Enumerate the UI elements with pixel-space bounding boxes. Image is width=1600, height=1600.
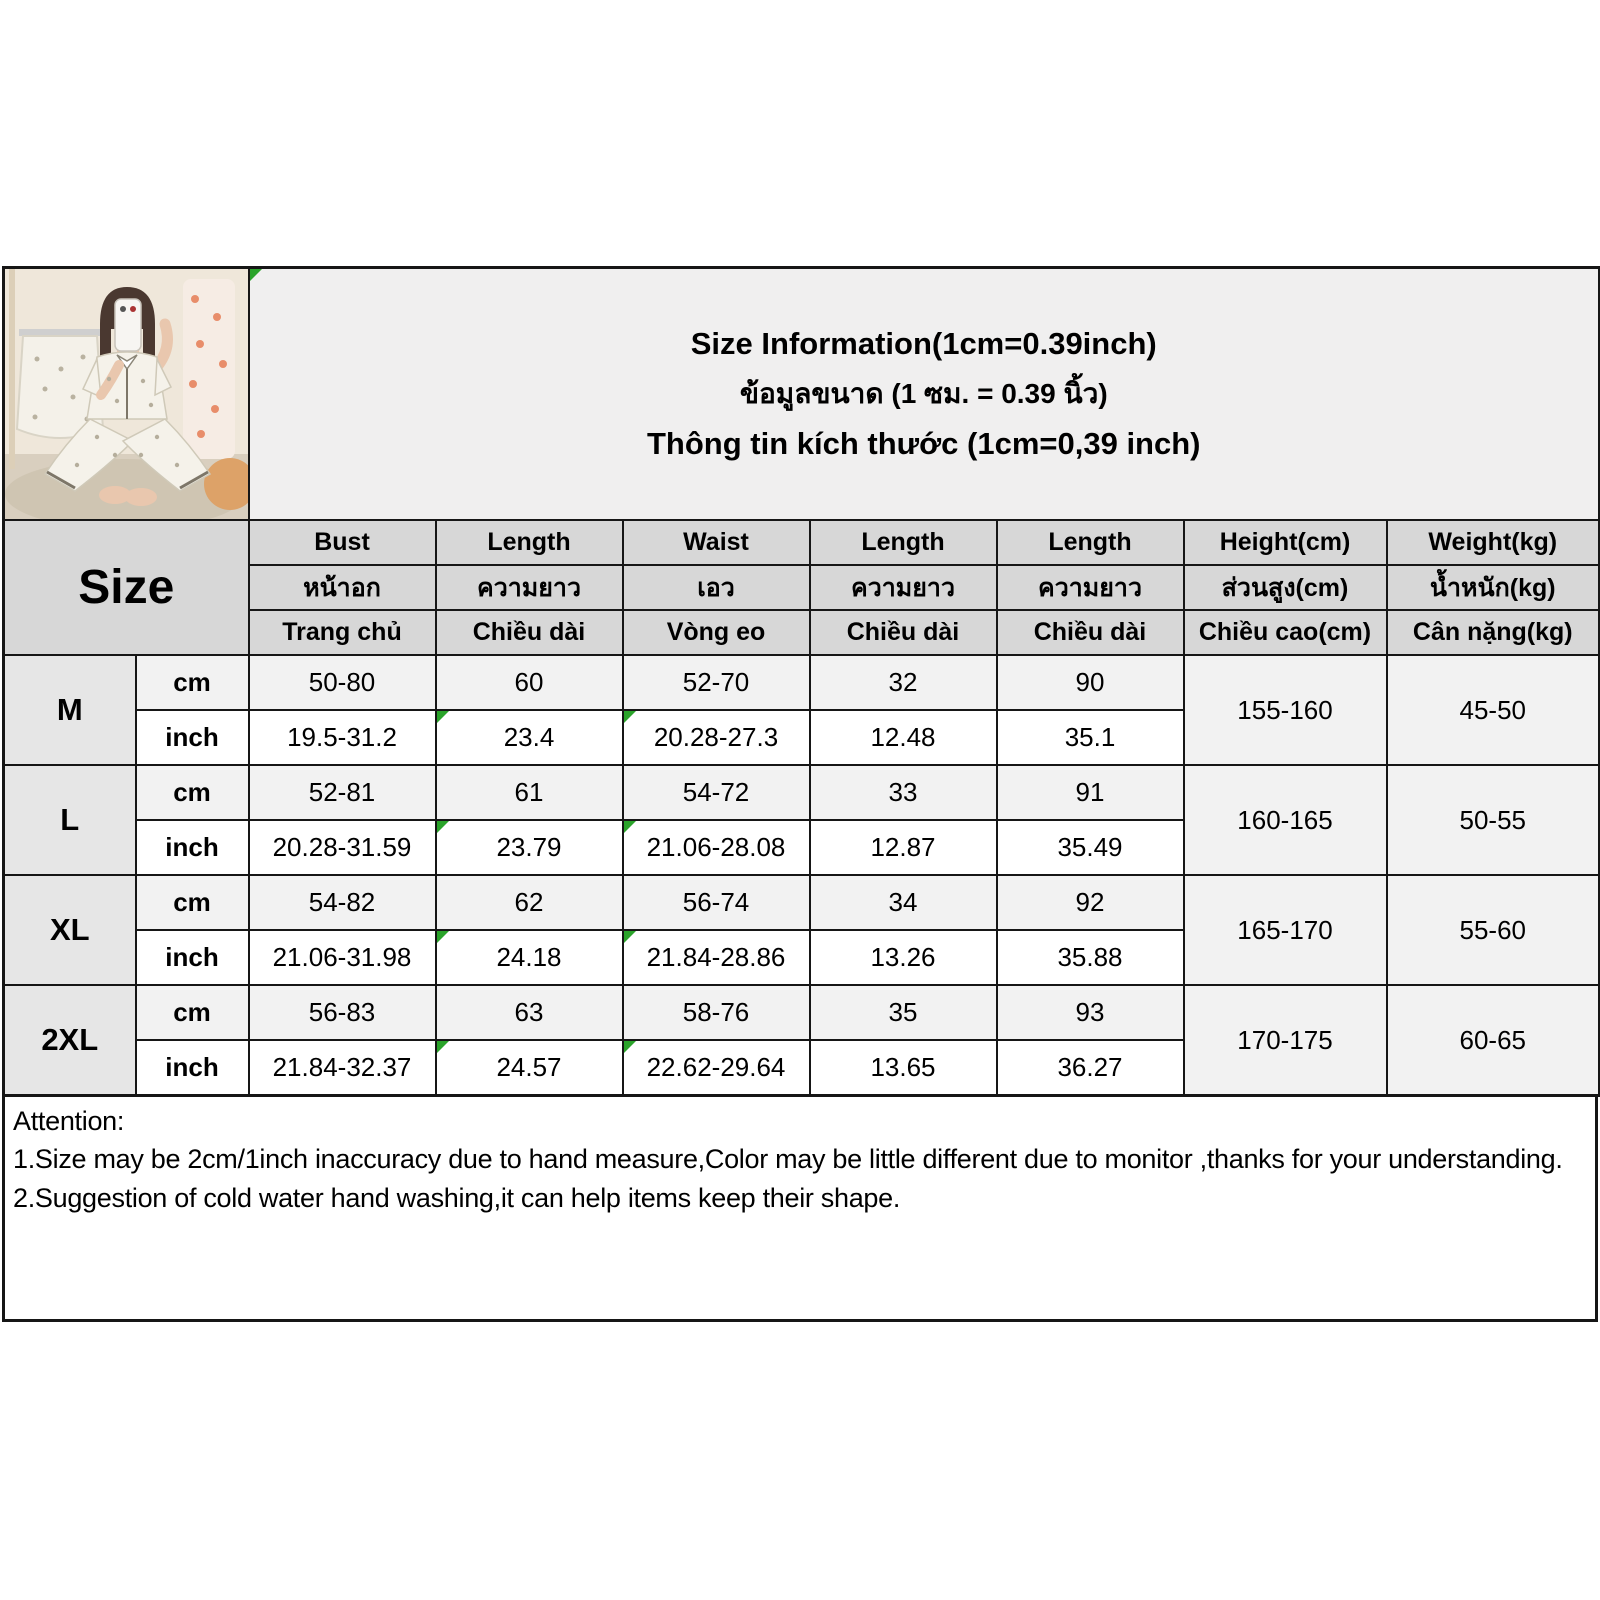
- attention-heading: Attention:: [13, 1106, 125, 1136]
- 2xl-length3-inch: 36.27: [997, 1040, 1184, 1096]
- col-header-length1-vi: Chiều dài: [436, 610, 623, 655]
- col-header-bust-vi: Trang chủ: [249, 610, 436, 655]
- xl-length2-inch: 13.26: [810, 930, 997, 985]
- l-length2-inch: 12.87: [810, 820, 997, 875]
- col-header-height-vi: Chiều cao(cm): [1184, 610, 1387, 655]
- col-header-length1-en: Length: [436, 520, 623, 565]
- m-length2-inch: 12.48: [810, 710, 997, 765]
- l-length3-inch: 35.49: [997, 820, 1184, 875]
- col-header-length3-th: ความยาว: [997, 565, 1184, 610]
- col-header-height-th: ส่วนสูง(cm): [1184, 565, 1387, 610]
- col-header-length3-vi: Chiều dài: [997, 610, 1184, 655]
- xl-length3-inch: 35.88: [997, 930, 1184, 985]
- xl-weight: 55-60: [1387, 875, 1600, 985]
- xl-bust-cm: 54-82: [249, 875, 436, 930]
- m-weight: 45-50: [1387, 655, 1600, 765]
- 2xl-weight: 60-65: [1387, 985, 1600, 1096]
- unit-inch-label: inch: [136, 710, 249, 765]
- l-bust-cm: 52-81: [249, 765, 436, 820]
- 2xl-length3-cm: 93: [997, 985, 1184, 1040]
- xl-length3-cm: 92: [997, 875, 1184, 930]
- m-height: 155-160: [1184, 655, 1387, 765]
- xl-length2-cm: 34: [810, 875, 997, 930]
- xl-bust-inch: 21.06-31.98: [249, 930, 436, 985]
- product-photo: [4, 268, 249, 521]
- pajama-model-illustration: [5, 269, 248, 519]
- unit-inch-label: inch: [136, 820, 249, 875]
- col-header-waist-en: Waist: [623, 520, 810, 565]
- 2xl-bust-inch: 21.84-32.37: [249, 1040, 436, 1096]
- size-m-label: M: [4, 655, 136, 765]
- 2xl-length2-cm: 35: [810, 985, 997, 1040]
- m-waist-cm: 52-70: [623, 655, 810, 710]
- size-chart-sheet: [2, 266, 1598, 1322]
- size-information-title: [249, 268, 1600, 521]
- l-length2-cm: 33: [810, 765, 997, 820]
- col-header-length2-th: ความยาว: [810, 565, 997, 610]
- l-bust-inch: 20.28-31.59: [249, 820, 436, 875]
- col-header-weight-vi: Cân nặng(kg): [1387, 610, 1600, 655]
- l-length3-cm: 91: [997, 765, 1184, 820]
- l-waist-cm: 54-72: [623, 765, 810, 820]
- col-header-length2-en: Length: [810, 520, 997, 565]
- xl-height: 165-170: [1184, 875, 1387, 985]
- attention-line-1: 1.Size may be 2cm/1inch inaccuracy due to hand measure,Color may be little different due to monitor ,thanks for your understanding.: [13, 1144, 1563, 1175]
- l-weight: 50-55: [1387, 765, 1600, 875]
- l-length1-cm: 61: [436, 765, 623, 820]
- table-row: [4, 765, 1600, 820]
- unit-cm-label: cm: [136, 765, 249, 820]
- size-column-header: Size: [4, 520, 249, 655]
- col-header-bust-en: Bust: [249, 520, 436, 565]
- 2xl-length1-cm: 63: [436, 985, 623, 1040]
- xl-length1-cm: 62: [436, 875, 623, 930]
- m-bust-cm: 50-80: [249, 655, 436, 710]
- size-l-label: L: [4, 765, 136, 875]
- m-length3-inch: 35.1: [997, 710, 1184, 765]
- col-header-length3-en: Length: [997, 520, 1184, 565]
- title-english: Size Information(1cm=0.39inch): [690, 326, 1157, 361]
- xl-waist-inch: 21.84-28.86: [623, 930, 810, 985]
- 2xl-waist-cm: 58-76: [623, 985, 810, 1040]
- col-header-bust-th: หน้าอก: [249, 565, 436, 610]
- m-length1-inch: 23.4: [436, 710, 623, 765]
- xl-waist-cm: 56-74: [623, 875, 810, 930]
- unit-cm-label: cm: [136, 655, 249, 710]
- size-2xl-label: 2XL: [4, 985, 136, 1096]
- unit-cm-label: cm: [136, 985, 249, 1040]
- m-waist-inch: 20.28-27.3: [623, 710, 810, 765]
- title-vietnamese: Thông tin kích thước (1cm=0,39 inch): [647, 426, 1201, 461]
- table-row: [4, 985, 1600, 1040]
- 2xl-waist-inch: 22.62-29.64: [623, 1040, 810, 1096]
- l-waist-inch: 21.06-28.08: [623, 820, 810, 875]
- col-header-length2-vi: Chiều dài: [810, 610, 997, 655]
- col-header-height-en: Height(cm): [1184, 520, 1387, 565]
- 2xl-bust-cm: 56-83: [249, 985, 436, 1040]
- m-length3-cm: 90: [997, 655, 1184, 710]
- col-header-length1-th: ความยาว: [436, 565, 623, 610]
- m-length2-cm: 32: [810, 655, 997, 710]
- table-row: [4, 655, 1600, 710]
- col-header-waist-vi: Vòng eo: [623, 610, 810, 655]
- m-length1-cm: 60: [436, 655, 623, 710]
- unit-inch-label: inch: [136, 930, 249, 985]
- col-header-weight-th: น้ำหนัก(kg): [1387, 565, 1600, 610]
- unit-inch-label: inch: [136, 1040, 249, 1096]
- attention-notes: [2, 1094, 1598, 1322]
- size-table: [2, 266, 1600, 1097]
- 2xl-height: 170-175: [1184, 985, 1387, 1096]
- l-length1-inch: 23.79: [436, 820, 623, 875]
- title-thai: ข้อมูลขนาด (1 ซม. = 0.39 นิ้ว): [739, 378, 1108, 409]
- unit-cm-label: cm: [136, 875, 249, 930]
- col-header-weight-en: Weight(kg): [1387, 520, 1600, 565]
- l-height: 160-165: [1184, 765, 1387, 875]
- table-row: [4, 875, 1600, 930]
- 2xl-length1-inch: 24.57: [436, 1040, 623, 1096]
- col-header-waist-th: เอว: [623, 565, 810, 610]
- attention-line-2: 2.Suggestion of cold water hand washing,it can help items keep their shape.: [13, 1182, 901, 1213]
- m-bust-inch: 19.5-31.2: [249, 710, 436, 765]
- 2xl-length2-inch: 13.65: [810, 1040, 997, 1096]
- xl-length1-inch: 24.18: [436, 930, 623, 985]
- size-xl-label: XL: [4, 875, 136, 985]
